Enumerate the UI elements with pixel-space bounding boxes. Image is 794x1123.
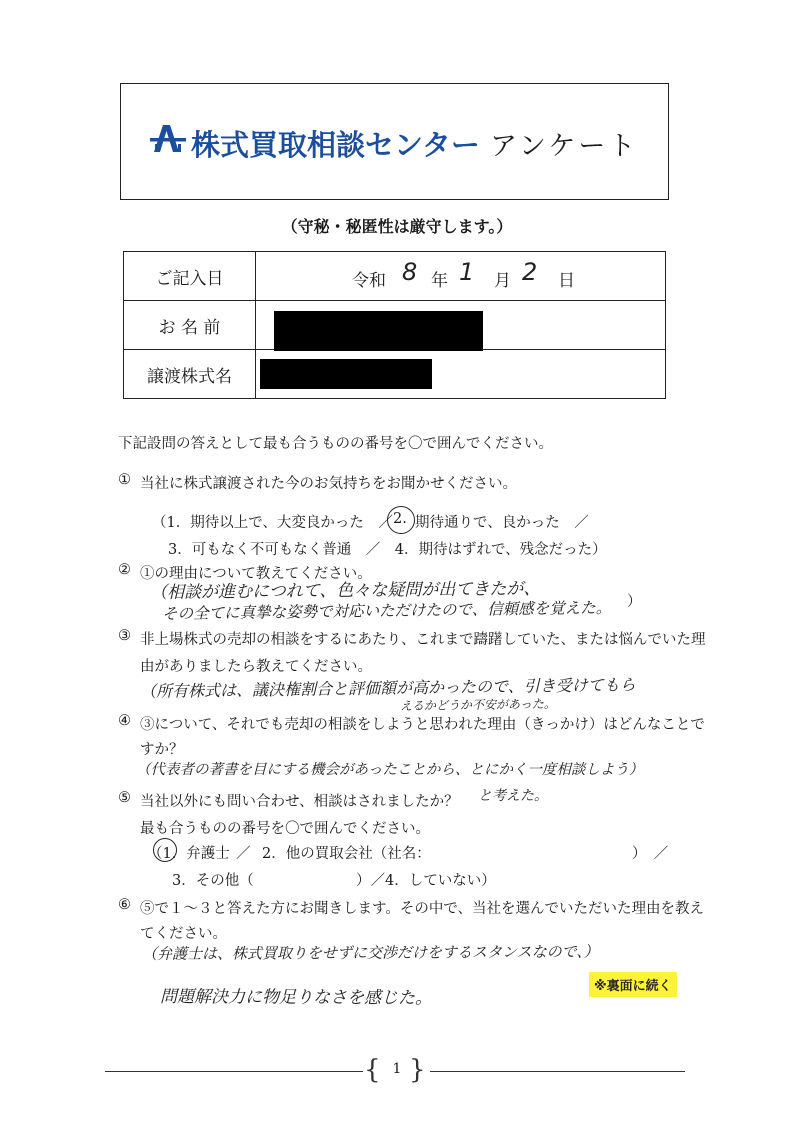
page-number: 1: [392, 1061, 402, 1077]
name-label: お 名 前: [124, 301, 256, 350]
q3-answer-line-1: （所有株式は、議決権割合と評価額が高かったので、引き受けてもら: [139, 675, 636, 701]
instruction-text: 下記設問の答えとして最も合うものの番号を〇で囲んでください。: [118, 436, 553, 452]
stock-label: 譲渡株式名: [124, 350, 256, 399]
q2-close-paren: ）: [627, 594, 642, 610]
date-month-value: 1: [459, 258, 475, 286]
q3-text-line-2: 由がありましたら教えてください。: [140, 659, 372, 675]
q2-text: ①の理由について教えてください。: [140, 566, 372, 582]
q2-number: ②: [118, 562, 131, 578]
q6-answer-line-1: （弁護士は、株式買取りをせずに交渉だけをするスタンスなので、）: [141, 942, 599, 963]
date-year-value: 8: [402, 258, 418, 286]
q6-text-line-2: てください。: [140, 926, 227, 942]
q3-number: ③: [118, 628, 131, 644]
q5-option-3-close-and-4: ）／4．していない）: [356, 873, 496, 889]
survey-title: アンケート: [490, 131, 639, 162]
q4-text-line-2: すか？: [140, 742, 184, 758]
q3-text-line-1: 非上場株式の売却の相談をするにあたり、これまで躊躇していた、または悩んでいた理: [140, 632, 706, 648]
footer-bracket-right: }: [409, 1055, 426, 1085]
q5-option-2: 2．他の買取会社（社名：: [262, 846, 431, 862]
q4-text-line-1: ③について、それでも売却の相談をしようと思われた理由（きっかけ）はどんなことで: [140, 717, 705, 733]
q6-number: ⑥: [118, 897, 131, 913]
table-row: [124, 252, 666, 301]
logo-mark-icon: [150, 122, 186, 158]
q1-text: 当社に株式譲渡された今のお気持ちをお聞かせください。: [140, 476, 517, 492]
redacted-stock-name: [260, 359, 432, 389]
q5-option-1: （1．弁護士: [148, 846, 230, 862]
q1-option-2: 期待通りで、良かった ／: [415, 515, 589, 531]
q1-option-2-number: 2.: [393, 511, 407, 527]
q6-text-line-1: ⑤で１～３と答えた方にお聞きします。その中で、当社を選んでいただいた理由を教え: [140, 901, 705, 917]
q6-answer-line-2: 問題解決力に物足りなさを感じた。: [159, 987, 433, 1009]
brand-name: 株式買取相談センター: [191, 128, 480, 162]
q5-option-3: 3．その他（: [172, 873, 254, 889]
q5-text-line-1: 当社以外にも問い合わせ、相談はされましたか？: [140, 794, 459, 810]
q4-answer-line-1: （代表者の著書を目にする機会があったことから、とにかく一度相談しよう）: [136, 762, 644, 778]
date-label: ご記入日: [124, 252, 256, 301]
q5-text-line-2: 最も合うものの番号を〇で囲んでください。: [140, 821, 430, 837]
q5-separator: ／: [236, 846, 251, 862]
q4-answer-line-2: と考えた。: [478, 788, 548, 804]
redacted-name: [274, 311, 483, 351]
q1-options-3-4: 3．可もなく不可もなく普通 ／ 4．期待はずれで、残念だった）: [168, 542, 607, 558]
q1-number: ①: [118, 472, 131, 488]
q2-answer-line-2: その全てに真摯な姿勢で対応いただけたので、信頼感を覚えた。: [161, 598, 612, 623]
q2-answer-line-1: （相談が進むにつれて、色々な疑問が出てきたが、: [149, 578, 541, 603]
footer-bracket-left: {: [364, 1055, 381, 1085]
q4-number: ④: [118, 713, 131, 729]
date-day-unit: 日: [558, 271, 575, 291]
q5-number: ⑤: [118, 790, 131, 806]
continued-note: ※裏面に続く: [589, 972, 677, 997]
date-era: 令和: [352, 271, 386, 291]
date-year-unit: 年: [431, 271, 448, 291]
q1-option-1: （1．期待以上で、大変良かった ／: [152, 515, 393, 531]
date-field: [256, 252, 666, 301]
confidentiality-note: （守秘・秘匿性は厳守します。）: [281, 217, 513, 236]
q3-answer-line-2: えるかどうか不安があった。: [399, 696, 556, 713]
q5-option-2-close: ） ／: [632, 846, 669, 862]
date-day-value: 2: [522, 258, 538, 286]
date-month-unit: 月: [494, 271, 511, 291]
